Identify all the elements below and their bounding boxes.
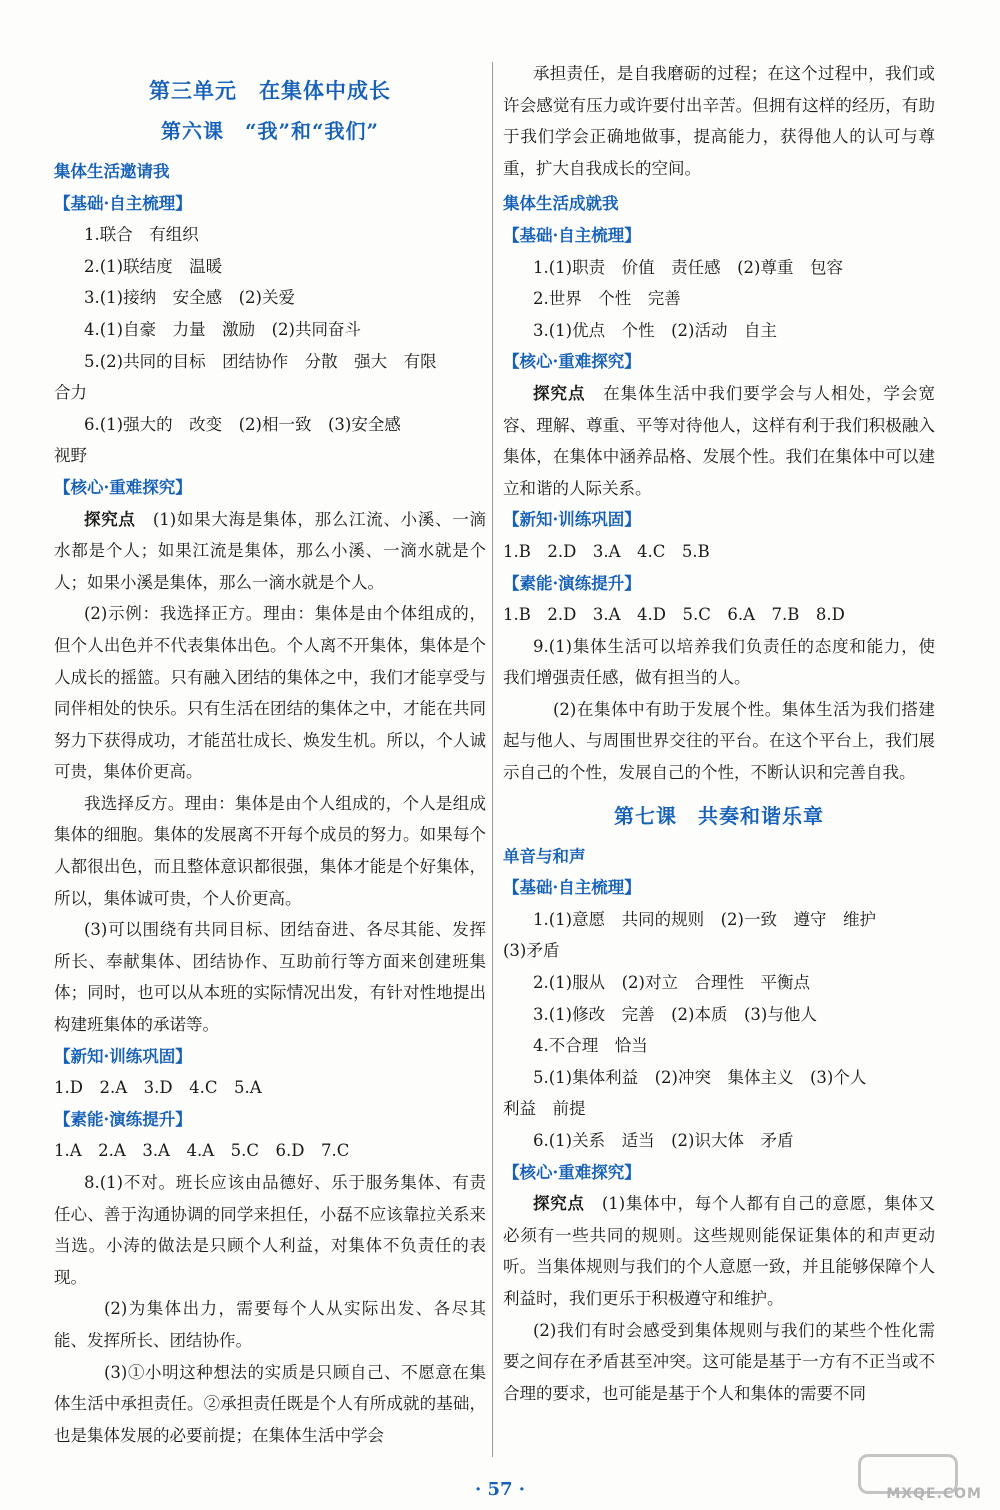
basic-title: 【基础·自主梳理】 bbox=[54, 193, 192, 213]
explore-para bbox=[503, 378, 935, 504]
column-divider bbox=[492, 62, 493, 1457]
page-number bbox=[0, 1479, 1000, 1500]
explore-para: (3)可以围绕有共同目标、团结奋进、各尽其能、发挥所长、奉献集体、团结协作、互助前行等方面来创建班集体；同时，也可以从本班的实际情况出发，有针对性地提出构建班集体的承诺等。 bbox=[54, 920, 486, 1035]
new-answers: 1.D 2.A 3.D 4.C 5.A bbox=[54, 1078, 262, 1098]
q8-para: 8.(1)不对。班长应该由品德好、乐于服务集体、有责任心、善于沟通协调的同学来担任，小磊不应该靠拉关系来当选。小涛的做法是只顾个人利益，对集体不负责任的表现。 bbox=[54, 1173, 486, 1287]
explore-text: (1)集体中，每个人都有自己的意愿，集体又必须有一些共同的规则。这些规则能保证集体的和声更动听。当集体规则与我们的个人意愿一致，并且能够保障个人利益时，我们更乐于积极遵守和维护。 bbox=[503, 1194, 936, 1308]
basic-item: 1.(1)意愿 共同的规则 (2)一致 遵守 维护 bbox=[533, 909, 876, 929]
basic-item: 6.(1)强大的 改变 (2)相一致 (3)安全感 bbox=[84, 414, 401, 434]
core-title: 【核心·重难探究】 bbox=[54, 477, 192, 497]
basic-title: 【基础·自主梳理】 bbox=[503, 878, 641, 898]
basic-item: 1.(1)职责 价值 责任感 (2)尊重 包容 bbox=[533, 257, 843, 277]
explore-label: 探究点 bbox=[533, 383, 586, 403]
explore-label: 探究点 bbox=[84, 509, 136, 529]
core-title: 【核心·重难探究】 bbox=[503, 1162, 641, 1182]
continued-para: 承担责任，是自我磨砺的过程；在这个过程中，我们或许会感觉有压力或许要付出辛苦。但拥有这样的经历，有助于我们学会正确地做事，提高能力，获得他人的认可与尊重，扩大自我成长的空间。 bbox=[503, 64, 935, 178]
basic-item: 1.联合 有组织 bbox=[84, 225, 199, 245]
q8-para: (3)①小明这种想法的实质是只顾自己、不愿意在集体生活中承担责任。②承担责任既是个人有所成就的基础，也是集体发展的必要前提；在集体生活中学会 bbox=[54, 1362, 486, 1445]
basic-item: 5.(1)集体利益 (2)冲突 集体主义 (3)个人 bbox=[533, 1067, 867, 1087]
q9-para: (2)在集体中有助于发展个性。集体生活为我们搭建起与他人、与周围世界交往的平台。在这个平台上，我们展示自己的个性，发展自己的个性，不断认识和完善自我。 bbox=[503, 699, 935, 783]
explore-text: 在集体生活中我们要学会与人相处，学会宽容、理解、尊重、平等对待他人，这样有利于我们积极融入集体，在集体中涵养品格、发展个性。我们在集体中可以建立和谐的人际关系。 bbox=[503, 383, 936, 498]
left-column bbox=[54, 58, 486, 1451]
basic-item: 2.世界 个性 完善 bbox=[533, 289, 681, 309]
skill-title: 【素能·演练提升】 bbox=[54, 1109, 192, 1129]
explore-para: 我选择反方。理由：集体是由个人组成的，个人是组成集体的细胞。集体的发展离不开每个成员的努力。如果每个人都很出色，而且整体意识都很强，集体才能是个好集体，所以，集体诚可贵，个人价更高。 bbox=[54, 793, 486, 908]
section-title-3: 单音与和声 bbox=[503, 846, 586, 866]
basic-item: 3.(1)接纳 安全感 (2)关爱 bbox=[84, 288, 295, 308]
basic-item: 6.(1)关系 适当 (2)识大体 矛盾 bbox=[533, 1131, 794, 1150]
skill-answers: 1.A 2.A 3.A 4.A 5.C 6.D 7.C bbox=[54, 1141, 350, 1161]
basic-item-cont: 合力 bbox=[54, 383, 87, 403]
basic-item: 3.(1)优点 个性 (2)活动 自主 bbox=[533, 320, 777, 340]
basic-item: 2.(1)联结度 温暖 bbox=[84, 256, 223, 276]
skill-title: 【素能·演练提升】 bbox=[503, 573, 641, 593]
basic-item: 4.(1)自豪 力量 激励 (2)共同奋斗 bbox=[84, 319, 361, 339]
core-title: 【核心·重难探究】 bbox=[503, 352, 641, 372]
new-title: 【新知·训练巩固】 bbox=[54, 1046, 192, 1066]
basic-item-cont: 利益 前提 bbox=[503, 1099, 586, 1119]
unit-title: 第三单元 在集体中成长 bbox=[149, 78, 391, 103]
explore-text: (1)如果大海是集体，那么江流、小溪、一滴水都是个人；如果江流是集体，那么小溪、一滴水就是个人；如果小溪是集体，那么一滴水就是个人。 bbox=[54, 509, 487, 592]
lesson6-title: 第六课 “我”和“我们” bbox=[160, 119, 379, 143]
basic-item: 2.(1)服从 (2)对立 合理性 平衡点 bbox=[533, 973, 810, 993]
section-title-1: 集体生活邀请我 bbox=[54, 162, 170, 181]
basic-item: 4.不合理 恰当 bbox=[533, 1036, 648, 1056]
skill-answers: 1.B 2.D 3.A 4.D 5.C 6.A 7.B 8.D bbox=[503, 605, 845, 625]
basic-item-cont: 视野 bbox=[54, 446, 87, 466]
explore-para: (2)示例：我选择正方。理由：集体是由个体组成的，但个人出色并不代表集体出色。个人离不开集体，集体是个人成长的摇篮。只有融入团结的集体之中，我们才能享受与同伴相处的快乐。只有生活在团结的集体之中，才能在共同努力下获得成功，才能茁壮成长、焕发生机。所以，个人诚可贵，集体价更高。 bbox=[54, 604, 486, 782]
basic-item-cont: (3)矛盾 bbox=[503, 941, 560, 961]
watermark-text: MXQE.COM bbox=[886, 1486, 982, 1502]
section-title-2: 集体生活成就我 bbox=[503, 194, 619, 214]
page-number-text: · 57 · bbox=[474, 1479, 526, 1500]
explore-para bbox=[503, 1188, 935, 1314]
explore-para bbox=[54, 504, 486, 599]
basic-item: 3.(1)修改 完善 (2)本质 (3)与他人 bbox=[533, 1004, 817, 1024]
lesson7-title: 第七课 共奏和谐乐章 bbox=[614, 803, 824, 828]
right-column bbox=[503, 58, 935, 1409]
explore-label: 探究点 bbox=[533, 1194, 585, 1214]
new-title: 【新知·训练巩固】 bbox=[503, 510, 641, 530]
basic-item: 5.(2)共同的目标 团结协作 分散 强大 有限 bbox=[84, 351, 437, 371]
basic-title: 【基础·自主梳理】 bbox=[503, 225, 641, 245]
q9-para: 9.(1)集体生活可以培养我们负责任的态度和能力，使我们增强责任感，做有担当的人。 bbox=[503, 636, 935, 688]
explore-para: (2)我们有时会感受到集体规则与我们的某些个性化需要之间存在矛盾甚至冲突。这可能是基于一方有不正当或不合理的要求，也可能是基于个人和集体的需要不同 bbox=[503, 1320, 935, 1403]
q8-para: (2)为集体出力，需要每个人从实际出发、各尽其能、发挥所长、团结协作。 bbox=[54, 1299, 486, 1350]
new-answers: 1.B 2.D 3.A 4.C 5.B bbox=[503, 541, 710, 561]
